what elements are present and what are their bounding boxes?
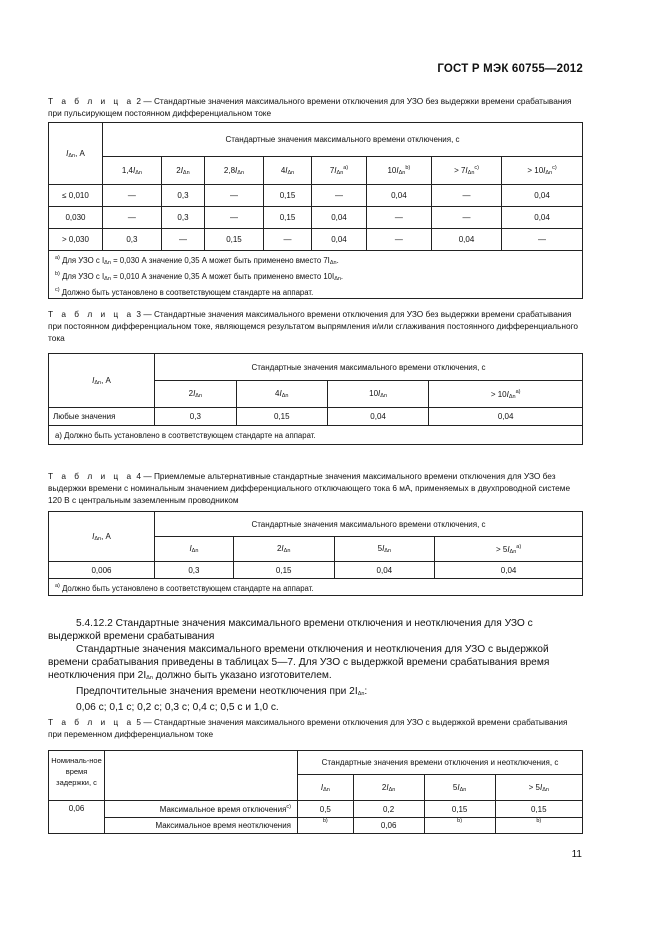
table5-cell: 0,5: [298, 801, 354, 818]
table5-delay: 0,06: [49, 801, 105, 834]
table2-cell: 0,15: [263, 185, 311, 207]
table3-cell: 0,15: [236, 408, 327, 426]
table4: [48, 511, 583, 596]
table5-cell: 0,2: [353, 801, 424, 818]
table3-col-2: $10I_{\Delta n}$: [327, 381, 428, 408]
table5-blank-header: [105, 751, 298, 801]
section-paragraph-1: Стандартные значения максимального времени отключения и неотключения для УЗО с выдержкой времени срабатывания приведены в таблицах 5—7. Для УЗО с выдержкой времени срабатывания время неотключения при $2I_{\Delta n}$ должно быть указано изготовителем.: [48, 644, 550, 681]
table2-cell: —: [263, 229, 311, 251]
page-number: 11: [571, 849, 582, 860]
table2-cell: —: [312, 185, 367, 207]
table2-row: [49, 229, 583, 251]
table2-cell: 0,3: [161, 207, 204, 229]
table2-col-3: $4I_{\Delta n}$: [263, 157, 311, 185]
table3-col-1: $4I_{\Delta n}$: [236, 381, 327, 408]
table2-cell: 0,04: [431, 229, 501, 251]
table5-col-2: $5I_{\Delta n}$: [424, 775, 495, 801]
table4-row: [49, 562, 583, 579]
table3-col-3: > $10I_{\Delta n}^{a)}$: [429, 381, 583, 408]
table2-cell: 0,04: [502, 207, 583, 229]
section-heading: 5.4.12.2 Стандартные значения максимального времени отключения и неотключения для УЗО с выдержкой времени срабатывания: [48, 618, 533, 642]
table2-col-1: $2I_{\Delta n}$: [161, 157, 204, 185]
table2-caption: [48, 95, 583, 119]
table2-col-0: $1,4I_{\Delta n}$: [103, 157, 162, 185]
table5-row-label: Максимальное время отключения$^{c)}$: [105, 801, 298, 818]
table4-row-header: $I_{\Delta n}$, А: [49, 512, 155, 562]
table2-cell: 0,15: [205, 229, 264, 251]
table2-cell: —: [103, 207, 162, 229]
table2-cell: 0,04: [502, 185, 583, 207]
table2-label: Т а б л и ц а: [48, 96, 135, 106]
table5-label: Т а б л и ц а: [48, 717, 135, 727]
table2-row: [49, 185, 583, 207]
table3-col-header: Стандартные значения максимального времени отключения, с: [155, 354, 583, 381]
table4-label: Т а б л и ц а: [48, 471, 135, 481]
table2-cell: 0,3: [161, 185, 204, 207]
table2-col-5: $10I_{\Delta n}^{b)}$: [366, 157, 431, 185]
table4-row-label: 0,006: [49, 562, 155, 579]
document-code: ГОСТ Р МЭК 60755—2012: [437, 63, 583, 75]
table3-cell: 0,04: [429, 408, 583, 426]
section-paragraph-3: 0,06 с; 0,1 с; 0,2 с; 0,3 с; 0,4 с; 0,5 с и 1,0 с.: [76, 702, 279, 713]
table4-col-1: $2I_{\Delta n}$: [233, 537, 334, 562]
table3-label: Т а б л и ц а: [48, 309, 135, 319]
table4-col-3: > $5I_{\Delta n}^{a)}$: [435, 537, 583, 562]
table2-cell: 0,04: [312, 229, 367, 251]
table2-caption-text: 2 — Стандартные значения максимального времени отключения для УЗО без выдержки времени срабатывания при пульсирующем постоянном дифференциальном токе: [48, 96, 572, 118]
table2-cell: —: [205, 207, 264, 229]
table2-col-2: $2,8I_{\Delta n}$: [205, 157, 264, 185]
table2-cell: —: [366, 207, 431, 229]
table3-cell: 0,3: [155, 408, 237, 426]
table5-cell: 0,15: [424, 801, 495, 818]
table4-col-0: $I_{\Delta n}$: [155, 537, 234, 562]
table2-col-header: Стандартные значения максимального времени отключения, с: [103, 123, 583, 157]
table5-caption-text: 5 — Стандартные значения максимального времени отключения для УЗО с выдержкой времени срабатывания при переменном дифференциальном токе: [48, 717, 568, 739]
table4-col-2: $5I_{\Delta n}$: [334, 537, 435, 562]
table2-row-label: > 0,030: [49, 229, 103, 251]
table4-cell: 0,3: [155, 562, 234, 579]
table3-row-label: Любые значения: [49, 408, 155, 426]
table2-row-label: 0,030: [49, 207, 103, 229]
table3-row-header: $I_{\Delta n}$, А: [49, 354, 155, 408]
table3-row: [49, 408, 583, 426]
table2-cell: —: [431, 185, 501, 207]
table5-col-0: $I_{\Delta n}$: [298, 775, 354, 801]
table5-col-header: Стандартные значения времени отключения и неотключения, с: [298, 751, 583, 775]
table2-cell: 0,15: [263, 207, 311, 229]
table2-row: [49, 207, 583, 229]
table2-row-header: $I_{\Delta n}$, А: [49, 123, 103, 185]
table4-cell: 0,04: [334, 562, 435, 579]
table5-cell: b): [495, 818, 582, 834]
table2-col-6: > $7I_{\Delta n}^{c)}$: [431, 157, 501, 185]
table2-cell: —: [366, 229, 431, 251]
table2-footnotes: $^{a)}$ Для УЗО с $I_{\Delta n} = 0,030$ А значение 0,35 А может быть применено вместо $7I_{\Delta n}$. $^{b)}$ Для УЗО с $I_{\Delta n} = 0,010$ А значение 0,35 А может быть применено вместо $10I_{\Delta n}$. $^{c)}$ Должно быть установлено в соответствующем стандарте на аппарат.: [49, 251, 583, 299]
table5-cell: b): [298, 818, 354, 834]
table3-caption: [48, 308, 583, 344]
table5-cell: 0,15: [495, 801, 582, 818]
table4-caption-text: 4 — Приемлемые альтернативные стандартные значения максимального времени отключения для УЗО без выдержки времени с номинальным значением дифференциального отключающего тока 6 мА, применяемых в двухпроводной системе 120 В с центральным заземленным проводником: [48, 471, 571, 505]
table2-col-7: > $10I_{\Delta n}^{c)}$: [502, 157, 583, 185]
table5-row-label: Максимальное время неотключения: [105, 818, 298, 834]
table5-col-1: $2I_{\Delta n}$: [353, 775, 424, 801]
table5-cell: 0,06: [353, 818, 424, 834]
table2-col-4: $7I_{\Delta n}^{a)}$: [312, 157, 367, 185]
section-paragraph-2: Предпочтительные значения времени неотключения при $2I_{\Delta n}$:: [76, 686, 368, 697]
table5-row-header: Номиналь-ное время задержки, с: [49, 751, 105, 801]
table2: [48, 122, 583, 299]
table3-footnote: a) Должно быть установлено в соответствующем стандарте на аппарат.: [49, 426, 583, 445]
table3-caption-text: 3 — Стандартные значения максимального времени отключения для УЗО без выдержки времени срабатывания при постоянном дифференциальном токе, являющемся результатом выпрямления и/или сглаживания постоянного дифференциального тока: [48, 309, 579, 343]
table2-cell: 0,04: [312, 207, 367, 229]
table2-cell: 0,3: [103, 229, 162, 251]
table5-caption: [48, 716, 583, 740]
table2-cell: 0,04: [366, 185, 431, 207]
table5-col-3: > $5I_{\Delta n}$: [495, 775, 582, 801]
table2-cell: —: [161, 229, 204, 251]
table2-cell: —: [502, 229, 583, 251]
table4-col-header: Стандартные значения максимального времени отключения, с: [155, 512, 583, 537]
table4-cell: 0,15: [233, 562, 334, 579]
table3-cell: 0,04: [327, 408, 428, 426]
table3-col-0: $2I_{\Delta n}$: [155, 381, 237, 408]
table2-cell: —: [205, 185, 264, 207]
table2-cell: —: [103, 185, 162, 207]
table3: [48, 353, 583, 445]
table4-caption: [48, 470, 583, 506]
table4-cell: 0,04: [435, 562, 583, 579]
table2-cell: —: [431, 207, 501, 229]
section-text: [48, 617, 583, 714]
table5-cell: b): [424, 818, 495, 834]
table2-row-label: ≤ 0,010: [49, 185, 103, 207]
table5: [48, 750, 583, 834]
table4-footnote: $^{a)}$ Должно быть установлено в соответствующем стандарте на аппарат.: [49, 579, 583, 596]
